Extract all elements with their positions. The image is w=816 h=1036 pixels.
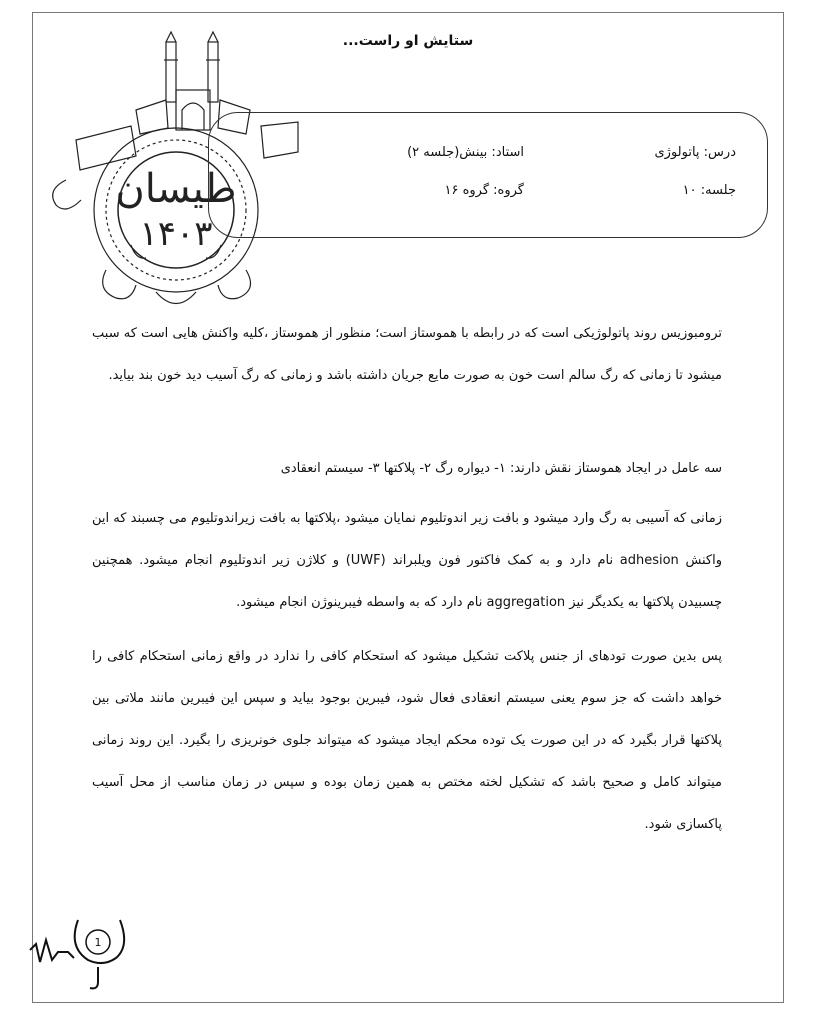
paragraph-2 [92,448,722,490]
paragraph-4 [92,636,722,846]
stethoscope-icon [28,912,158,992]
paragraph-1 [92,313,722,397]
page-header-title: ستایش او راست... [342,33,474,49]
group-label: گروه: گروه ۱۶ [444,183,524,198]
paragraph-1-text: ترومبوزیس روند پاتولوژیکی است که در رابطه با هموستاز است؛ منظور از هموستاز ،کلیه واکنش هایی است که سبب میشود تا زمانی که رگ سالم است خون به صورت مایع جریان داشته باشد و زمانی که رگ آسیب دید خون بند بیاید. [92,326,722,383]
teacher-label: استاد: بینش(جلسه ۲) [407,145,524,160]
course-label: درس: پاتولوژی [654,145,736,160]
paragraph-2-text: سه عامل در ایجاد هموستاز نقش دارند: ۱- دیواره رگ ۲- پلاکتها ۳- سیستم انعقادی [280,461,722,476]
course-info-box [208,112,768,238]
logo-word: طیسان [115,166,237,212]
page-number: 1 [94,936,102,949]
paragraph-3 [92,498,722,624]
paragraph-3-text: زمانی که آسیبی به رگ وارد میشود و بافت زیر اندوتلیوم نمایان میشود ،پلاکتها به بافت زیراندوتلیوم می چسبند که این واکنش adhesion نام دارد و به کمک فاکتور فون ویلبراند (UWF) و کلاژن زیر اندوتلیوم انجام میشود. همچنین چسبیدن پلاکتها به یکدیگر نیز aggregation نام دارد که به واسطه فیبرینوژن انجام میشود. [92,511,723,610]
session-label: جلسه: ۱۰ [682,183,736,198]
logo-year: ۱۴۰۳ [139,214,213,254]
paragraph-4-text: پس بدین صورت تودهای از جنس پلاکت تشکیل میشود که استحکام کافی را ندارد در واقع زمانی استحکام کافی را خواهد داشت که جز سوم یعنی سیستم انعقادی فعال شود، فیبرین بوجود بیاید و سپس این فیبرین مانند ملاتی بین پلاکتها قرار بگیرد که در این صورت یک توده محکم ایجاد میشود که میتواند جلوی خونریزی را بگیرد. این روند زمانی میتواند کامل و صحیح باشد که تشکیل لخته مختص به همین زمان بوده و سپس در زمان مناسب از محل آسیب پاکسازی شود. [92,649,722,832]
